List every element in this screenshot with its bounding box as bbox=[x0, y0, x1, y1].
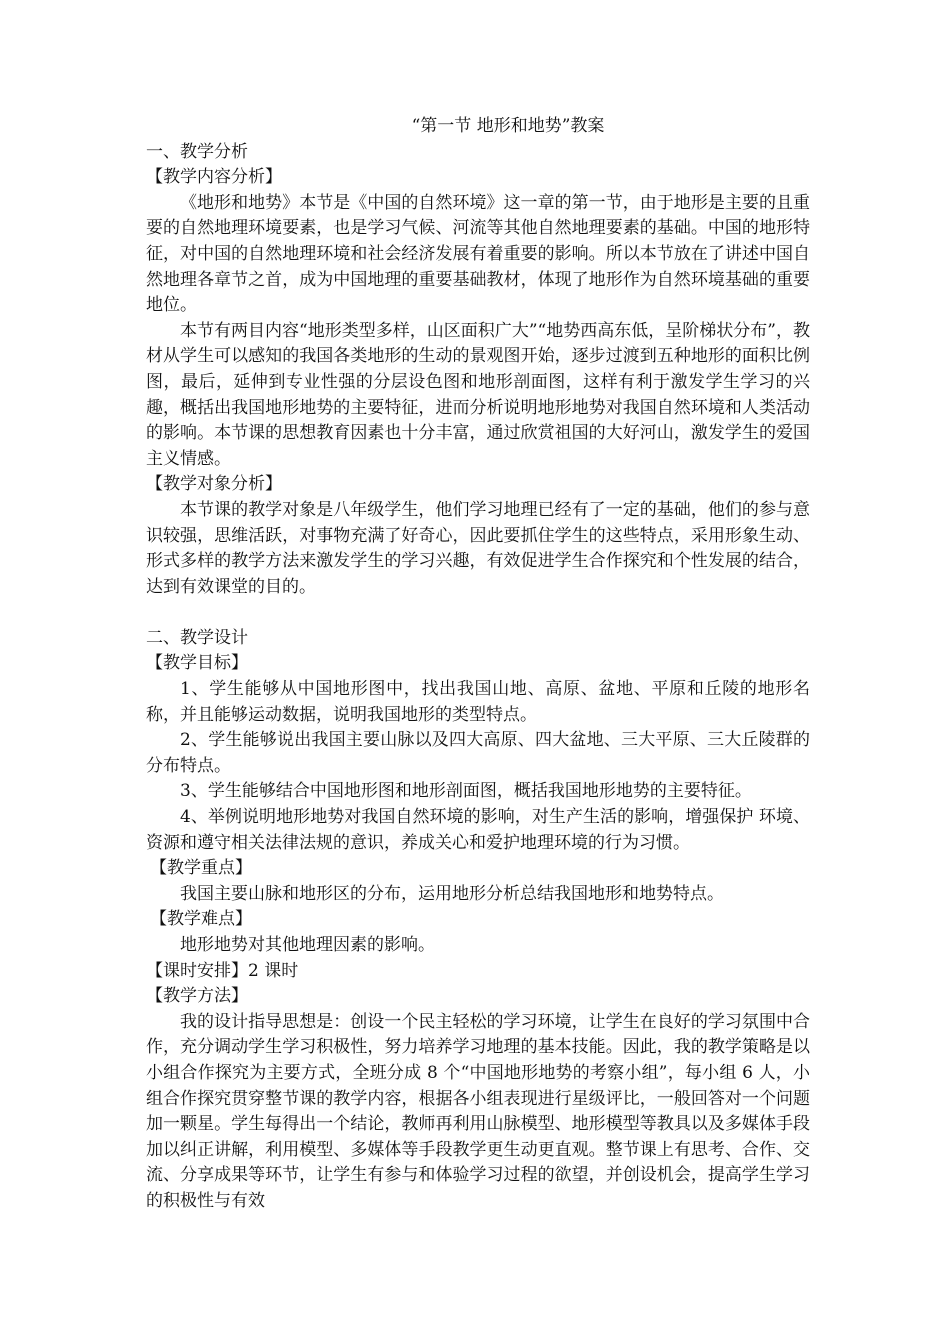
schedule-line bbox=[146, 959, 810, 985]
section-heading-design: 二、教学设计 bbox=[146, 627, 248, 648]
label-audience-analysis: 【教学对象分析】 bbox=[146, 474, 282, 495]
paragraph-key-points: 我国主要山脉和地形区的分布，运用地形分析总结我国地形和地势特点。 bbox=[180, 883, 724, 904]
label-schedule: 【课时安排】 bbox=[146, 960, 248, 981]
paragraph-audience-analysis: 本节课的教学对象是八年级学生，他们学习地理已经有了一定的基础，他们的参与意识较强，思维活跃，对事物充满了好奇心，因此要抓住学生的这些特点，采用形象生动、形式多样的教学方法来激发学生的学习兴趣，有效促进学生合作探究和个性发展的结合，达到有效课堂的目的。 bbox=[146, 499, 810, 597]
paragraph-content-analysis-2: 本节有两目内容“地形类型多样，山区面积广大”“地势西高东低，呈阶梯状分布”，教材从学生可以感知的我国各类地形的生动的景观图开始，逐步过渡到五种地形的面积比例图，最后，延伸到专业性强的分层设色图和地形剖面图，这样有利于激发学生学习的兴趣，概括出我国地形地势的主要特征，进而分析说明地形地势对我国自然环境和人类活动的影响。本节课的思想教育因素也十分丰富，通过欣赏祖国的大好河山，激发学生的爱国主义情感。 bbox=[146, 320, 810, 469]
goal-item-1: 1、学生能够从中国地形图中，找出我国山地、高原、盆地、平原和丘陵的地形名称，并且能够运动数据，说明我国地形的类型特点。 bbox=[146, 679, 810, 725]
goal-item-3: 3、学生能够结合中国地形图和地形剖面图，概括我国地形地势的主要特征。 bbox=[180, 781, 752, 802]
label-difficulties: 【教学难点】 bbox=[150, 909, 252, 930]
label-goals: 【教学目标】 bbox=[146, 653, 248, 674]
label-methods: 【教学方法】 bbox=[146, 986, 248, 1007]
goal-item-2: 2、学生能够说出我国主要山脉以及四大高原、四大盆地、三大平原、三大丘陵群的分布特点。 bbox=[146, 730, 810, 776]
goal-item-4: 4、举例说明地形地势对我国自然环境的影响，对生产生活的影响，增强保护 环境、资源和遵守相关法律法规的意识，养成关心和爱护地理环境的行为习惯。 bbox=[146, 807, 810, 853]
label-content-analysis: 【教学内容分析】 bbox=[146, 167, 282, 188]
section-heading-analysis: 一、教学分析 bbox=[146, 141, 248, 162]
paragraph-difficulties: 地形地势对其他地理因素的影响。 bbox=[180, 935, 435, 955]
section-spacer bbox=[146, 600, 810, 626]
schedule-value: 2 课时 bbox=[248, 960, 299, 981]
page-title: “第一节 地形和地势”教案 bbox=[411, 116, 605, 136]
label-key-points: 【教学重点】 bbox=[150, 858, 252, 879]
paragraph-methods: 我的设计指导思想是：创设一个民主轻松的学习环境，让学生在良好的学习氛围中合作，充分调动学生学习积极性，努力培养学习地理的基本技能。因此，我的教学策略是以小组合作探究为主要方式，全班分成 8 个“中国地形地势的考察小组”，每小组 6 人，小组合作探究贯穿整节课的教学内容，根据各小组表现进行星级评比，一般回答对一个问题加一颗星。学生每得出一个结论，教师再利用山脉模型、地形模型等教具以及多媒体手段加以纠正讲解，利用模型、多媒体等手段教学更生动更直观。整节课上有思考、合作、交流、分享成果等环节，让学生有参与和体验学习过程的欲望，并创设机会，提高学生学习的积极性与有效 bbox=[146, 1011, 810, 1211]
paragraph-content-analysis-1: 《地形和地势》本节是《中国的自然环境》这一章的第一节，由于地形是主要的且重要的自然地理环境要素，也是学习气候、河流等其他自然地理要素的基础。中国的地形特征，对中国的自然地理环境和社会经济发展有着重要的影响。所以本节放在了讲述中国自然地理各章节之首，成为中国地理的重要基础教材，体现了地形作为自然环境基础的重要地位。 bbox=[146, 192, 810, 316]
document-page bbox=[146, 114, 810, 1215]
